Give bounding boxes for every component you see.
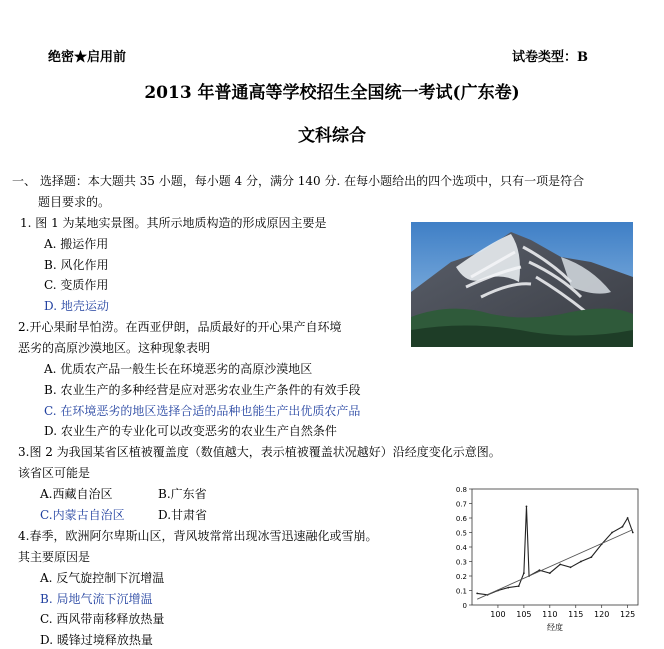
data-point <box>507 587 509 589</box>
section-instructions: 一、 选择题：本大题共 35 小题，每小题 4 分，满分 140 分. 在每小题给出的四个选项中，只有一项是符合 <box>12 174 585 188</box>
data-point <box>559 564 561 566</box>
q3-stem: 3.图 2 为我国某省区植被覆盖度（数值越大，表示植被覆盖状况越好）沿经度变化示意图。 <box>18 445 501 459</box>
data-point <box>523 572 525 574</box>
y-tick-label: 0.1 <box>455 587 467 596</box>
q4-option-a: A. 反气旋控制下沉增温 <box>40 571 165 585</box>
y-tick-label: 0.7 <box>455 500 467 509</box>
q1-option-d: D. 地壳运动 <box>44 299 109 313</box>
paper-type-label: 试卷类型：B <box>512 50 588 65</box>
figure-2-chart <box>440 483 650 633</box>
data-point <box>627 517 629 519</box>
q4-stem: 4.春季，欧洲阿尔卑斯山区，背风坡常常出现冰雪迅速融化或雪崩。 <box>18 529 378 543</box>
plot-frame <box>472 489 638 605</box>
data-point <box>518 585 520 587</box>
exam-subtitle: 文科综合 <box>298 126 366 146</box>
figure-1-mountain-photo <box>411 222 633 347</box>
x-tick-label: 115 <box>568 610 584 619</box>
series-line-coverage <box>477 506 633 594</box>
vegetation-longitude-chart <box>440 483 650 633</box>
y-tick-label: 0.3 <box>455 558 467 567</box>
q2-option-b: B. 农业生产的多种经营是应对恶劣农业生产条件的有效手段 <box>44 383 361 397</box>
data-point <box>476 593 478 595</box>
q2-stem: 2.开心果耐旱怕涝。在西亚伊朗，品质最好的开心果产自环境 <box>18 320 342 334</box>
section-instructions-cont: 题目要求的。 <box>38 195 111 209</box>
q4-option-b: B. 局地气流下沉增温 <box>40 592 153 606</box>
q1-option-c: C. 变质作用 <box>44 278 109 292</box>
x-tick-label: 125 <box>619 610 636 619</box>
y-tick-label: 0.2 <box>455 573 467 581</box>
q1-option-a: A. 搬运作用 <box>44 237 109 251</box>
q3-option-d: D.甘肃省 <box>158 508 208 522</box>
y-tick-label: 0.4 <box>455 544 467 552</box>
data-point <box>611 532 613 534</box>
series-line-trend <box>477 530 633 600</box>
q1-option-b: B. 风化作用 <box>44 258 109 272</box>
q2-option-c: C. 在环境恶劣的地区选择合适的品种也能生产出优质农产品 <box>44 404 361 418</box>
q2-option-d: D. 农业生产的专业化可以改变恶劣的农业生产自然条件 <box>44 424 337 438</box>
data-point <box>549 572 551 574</box>
q2-option-a: A. 优质农产品一般生长在环境恶劣的高原沙漠地区 <box>44 362 313 376</box>
data-point <box>590 556 592 558</box>
y-tick-label: 0.6 <box>455 515 467 523</box>
q4-stem-cont: 其主要原因是 <box>18 550 91 564</box>
data-point <box>622 526 624 528</box>
q4-option-c: C. 西风带南移释放热量 <box>40 612 165 626</box>
data-point <box>632 532 634 534</box>
y-tick-label: 0.8 <box>455 486 467 494</box>
data-point <box>526 506 528 508</box>
q4-option-d: D. 暖锋过境释放热量 <box>40 633 153 647</box>
x-tick-label: 120 <box>594 610 610 619</box>
data-point <box>580 561 582 563</box>
confidential-label: 绝密★启用前 <box>48 50 127 65</box>
q3-option-c: C.内蒙古自治区 <box>40 508 125 522</box>
q3-stem-cont: 该省区可能是 <box>18 466 91 480</box>
y-tick-label: 0.5 <box>455 529 467 538</box>
y-tick-label: 0 <box>462 602 467 610</box>
x-tick-label: 100 <box>490 610 506 619</box>
data-point <box>570 566 572 568</box>
x-tick-label: 110 <box>542 610 558 619</box>
q3-option-a: A.西藏自治区 <box>40 487 113 501</box>
x-axis-label: 经度 <box>547 623 563 632</box>
q1-stem: 1. 图 1 为某地实景图。其所示地质构造的形成原因主要是 <box>20 216 327 230</box>
x-tick-label: 105 <box>516 610 532 619</box>
q2-stem-cont: 恶劣的高原沙漠地区。这种现象表明 <box>18 341 211 355</box>
q3-option-b: B.广东省 <box>158 487 207 501</box>
exam-title: 2013 年普通高等学校招生全国统一考试(广东卷) <box>144 83 520 103</box>
